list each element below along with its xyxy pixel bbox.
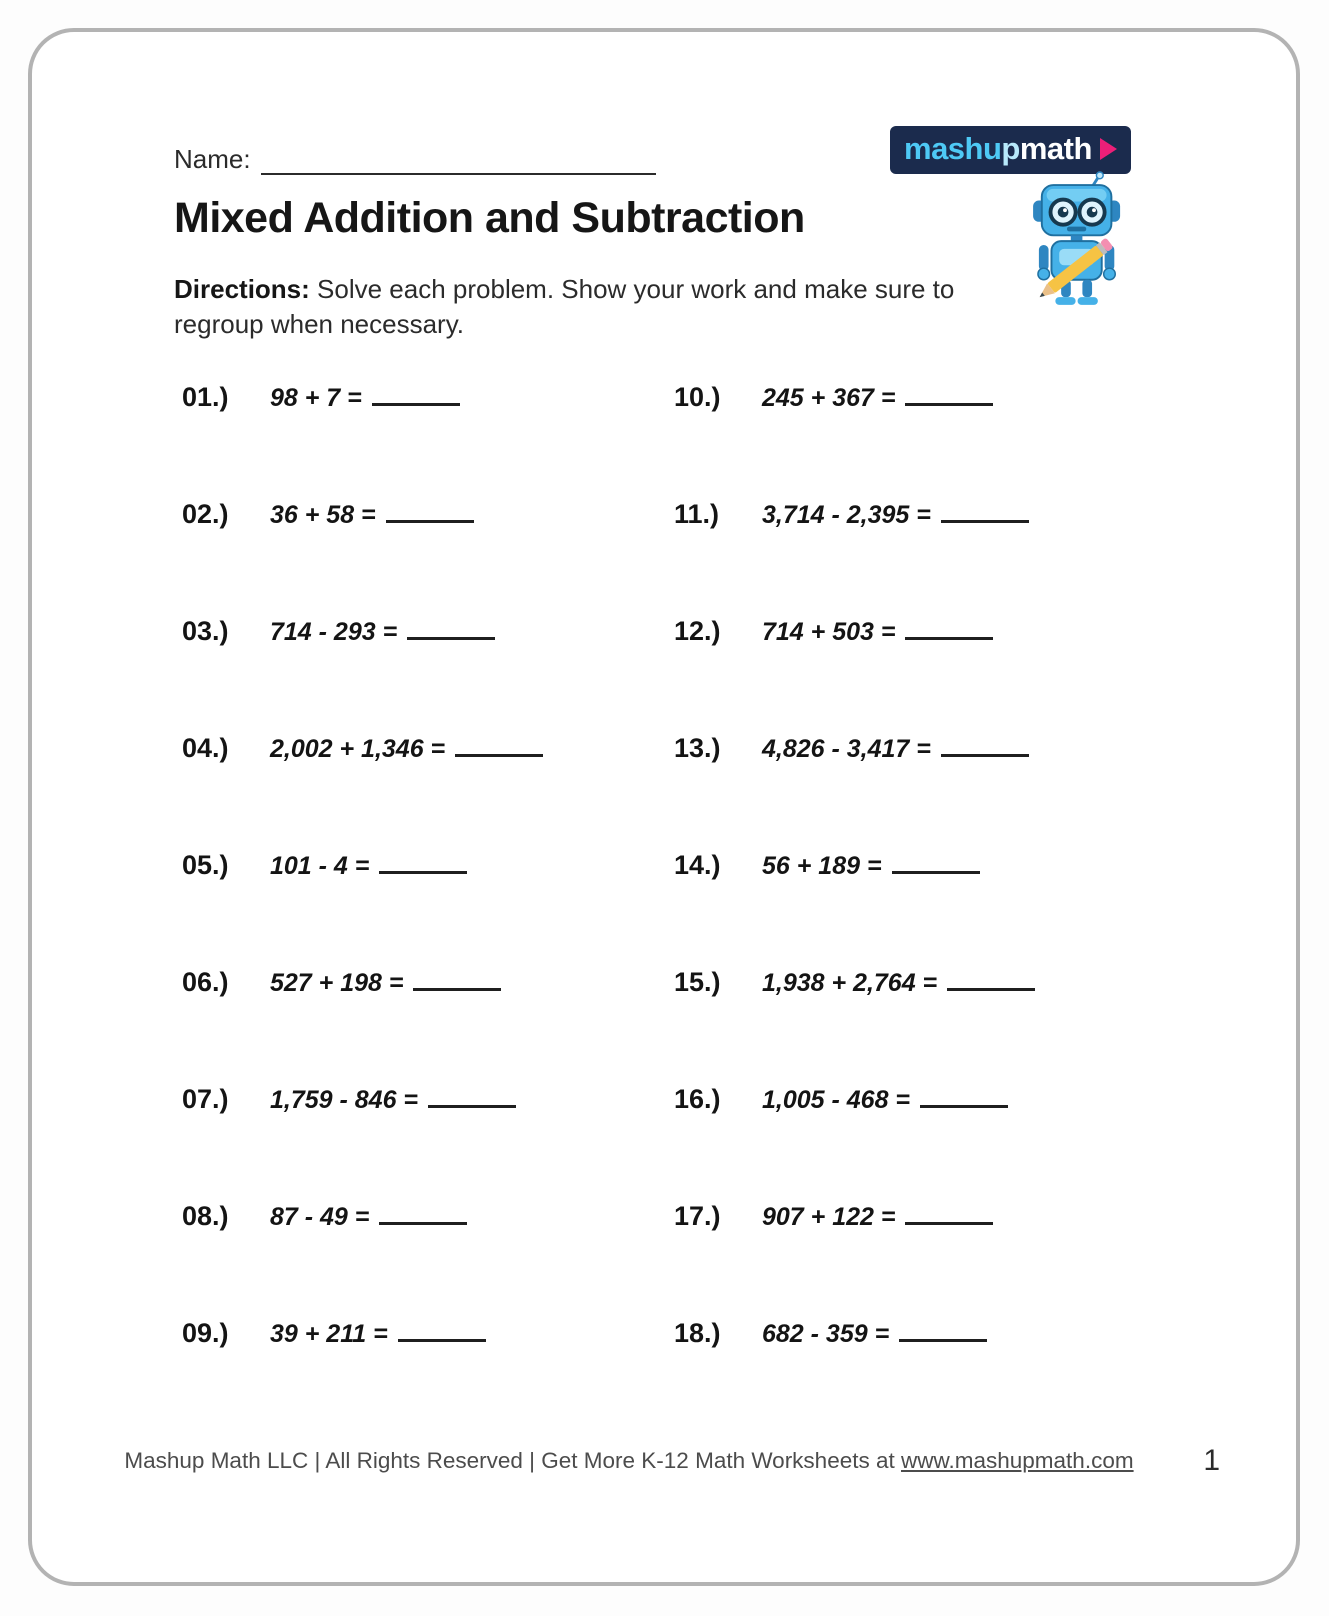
- problem-number: 10.): [674, 382, 721, 412]
- name-label: Name:: [174, 144, 251, 174]
- footer: [32, 1448, 1296, 1474]
- problem-expression: 1,938 + 2,764 =: [762, 969, 938, 997]
- answer-blank: [386, 520, 474, 523]
- problem-item: [674, 1201, 1035, 1318]
- answer-blank: [941, 520, 1029, 523]
- answer-blank: [407, 637, 495, 640]
- answer-blank: [905, 403, 993, 406]
- problem-item: [674, 1084, 1035, 1201]
- problem-number: 12.): [674, 616, 721, 646]
- problem-number: 08.): [182, 1201, 229, 1231]
- play-icon: [1100, 138, 1117, 160]
- problem-item: [182, 499, 674, 616]
- name-blank-line: [261, 149, 656, 175]
- problem-number: 18.): [674, 1318, 721, 1348]
- problem-expression: 682 - 359 =: [762, 1320, 890, 1348]
- logo-text-mashu: mashu: [904, 131, 1002, 166]
- problem-item: [182, 1201, 674, 1318]
- answer-blank: [413, 988, 501, 991]
- answer-blank: [372, 403, 460, 406]
- problem-expression: 3,714 - 2,395 =: [762, 501, 931, 529]
- problem-expression: 98 + 7 =: [270, 384, 362, 412]
- problem-item: [674, 850, 1035, 967]
- problems-grid: [182, 382, 1035, 1435]
- problem-number: 11.): [674, 499, 720, 529]
- problem-expression: 714 + 503 =: [762, 618, 896, 646]
- problem-item: [182, 616, 674, 733]
- problem-number: 02.): [182, 499, 229, 529]
- problem-number: 04.): [182, 733, 229, 763]
- problem-number: 15.): [674, 967, 721, 997]
- answer-blank: [941, 754, 1029, 757]
- problem-expression: 527 + 198 =: [270, 969, 404, 997]
- problem-expression: 56 + 189 =: [762, 852, 882, 880]
- problem-expression: 2,002 + 1,346 =: [270, 735, 446, 763]
- answer-blank: [905, 1222, 993, 1225]
- problem-item: [674, 733, 1035, 850]
- problem-item: [182, 850, 674, 967]
- problem-number: 05.): [182, 850, 229, 880]
- problem-number: 09.): [182, 1318, 229, 1348]
- answer-blank: [398, 1339, 486, 1342]
- problem-expression: 101 - 4 =: [270, 852, 370, 880]
- problem-number: 03.): [182, 616, 229, 646]
- answer-blank: [892, 871, 980, 874]
- problem-item: [182, 382, 674, 499]
- problem-item: [674, 967, 1035, 1084]
- worksheet-page: [28, 28, 1300, 1586]
- problem-item: [674, 1318, 1035, 1435]
- answer-blank: [905, 637, 993, 640]
- answer-blank: [920, 1105, 1008, 1108]
- problem-expression: 39 + 211 =: [270, 1320, 388, 1348]
- problem-expression: 1,759 - 846 =: [270, 1086, 419, 1114]
- mashupmath-logo: [890, 126, 1131, 174]
- answer-blank: [455, 754, 543, 757]
- problem-number: 16.): [674, 1084, 721, 1114]
- problem-item: [674, 382, 1035, 499]
- footer-text: Mashup Math LLC | All Rights Reserved | Get More K-12 Math Worksheets at: [124, 1448, 901, 1473]
- problem-number: 01.): [182, 382, 229, 412]
- problem-expression: 87 - 49 =: [270, 1203, 370, 1231]
- problem-item: [182, 1084, 674, 1201]
- answer-blank: [947, 988, 1035, 991]
- problem-expression: 714 - 293 =: [270, 618, 398, 646]
- problem-item: [182, 1318, 674, 1435]
- problem-item: [674, 616, 1035, 733]
- logo-text-p: p: [1001, 131, 1020, 166]
- page-title: Mixed Addition and Subtraction: [174, 194, 805, 242]
- directions: [174, 272, 974, 342]
- robot-mascot-illustration: [1007, 168, 1152, 320]
- footer-link[interactable]: www.mashupmath.com: [901, 1448, 1134, 1473]
- logo-text-math: math: [1019, 131, 1092, 166]
- problem-number: 17.): [674, 1201, 721, 1231]
- problem-item: [182, 967, 674, 1084]
- problem-number: 13.): [674, 733, 721, 763]
- problem-expression: 245 + 367 =: [762, 384, 896, 412]
- answer-blank: [379, 871, 467, 874]
- name-row: [174, 144, 656, 175]
- problem-number: 07.): [182, 1084, 229, 1114]
- answer-blank: [899, 1339, 987, 1342]
- problem-number: 14.): [674, 850, 721, 880]
- problem-item: [674, 499, 1035, 616]
- answer-blank: [379, 1222, 467, 1225]
- directions-label: Directions:: [174, 274, 310, 304]
- directions-text: Solve each problem. Show your work and make sure to regroup when necessary.: [174, 274, 955, 340]
- problem-expression: 36 + 58 =: [270, 501, 376, 529]
- problem-expression: 4,826 - 3,417 =: [762, 735, 931, 763]
- problem-item: [182, 733, 674, 850]
- problem-expression: 907 + 122 =: [762, 1203, 896, 1231]
- answer-blank: [428, 1105, 516, 1108]
- problem-number: 06.): [182, 967, 229, 997]
- problem-expression: 1,005 - 468 =: [762, 1086, 911, 1114]
- page-number: 1: [1203, 1444, 1220, 1477]
